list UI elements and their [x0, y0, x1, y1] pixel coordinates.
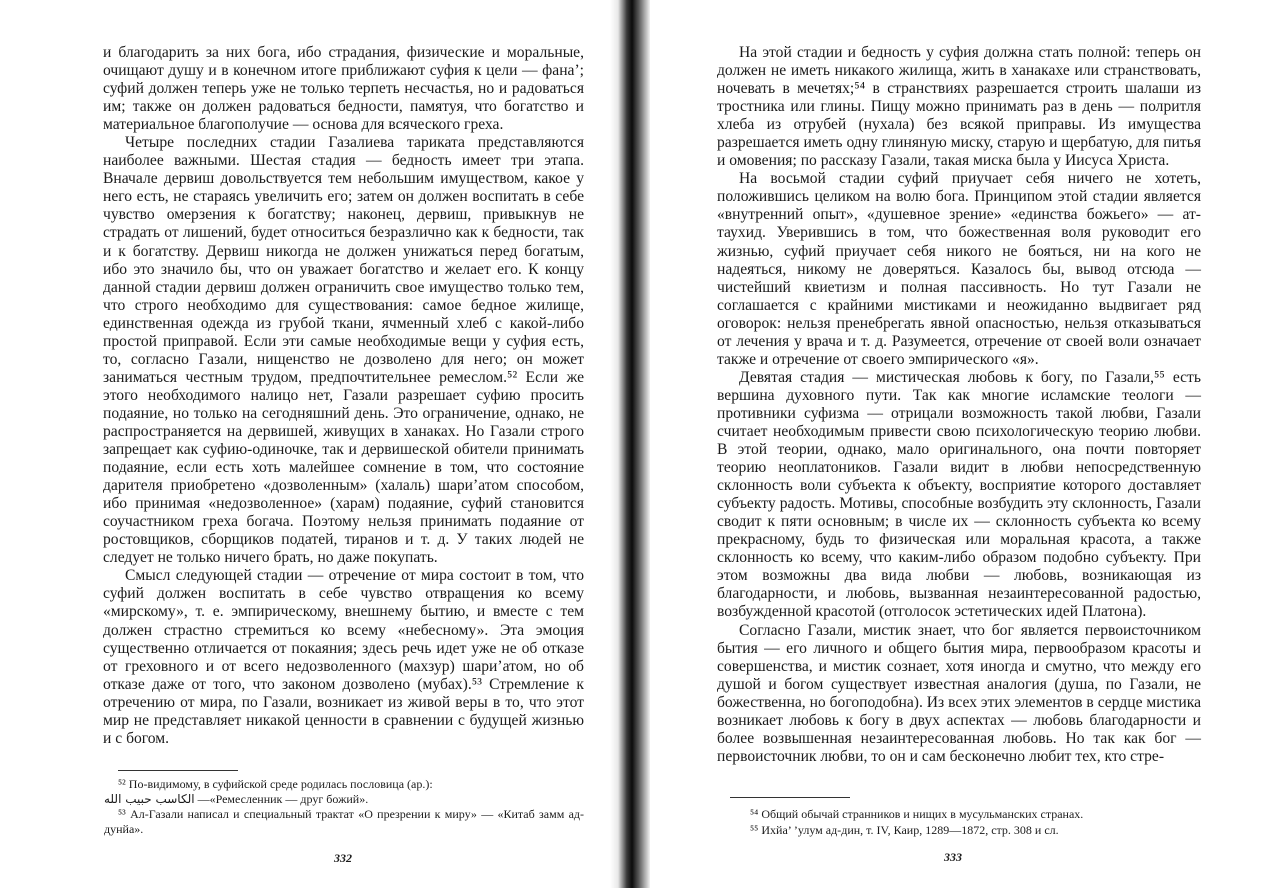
arabic-proverb: الكاسب حبيب الله — [104, 791, 195, 806]
paragraph: Согласно Газали, мистик знает, что бог является первоисточником бытия — его личного и общего бытия мира, первообразом красоты и совершенства, и мистик сознает, хотя иногда и смутно, что между его душой и богом существует известная аналогия (душа, по Газали, не божественна, но богоподобна). Из всех этих элементов в сердце мистика возникает любовь к богу в двух аспектах — любовь благодарности и более возвышенная незаинтересованная любовь. Но так как бог — первоисточник любви, то он и сам бесконечно любит тех, кто стре- — [717, 621, 1201, 765]
page-number: 332 — [334, 851, 352, 865]
footnote-divider — [730, 797, 850, 798]
footnote: ⁵³ Ал-Газали написал и специальный трактат «О презрении к миру» — «Китаб замм ад-дунйа». — [104, 807, 584, 836]
footnote-text: —«Ремесленник — друг божий». — [197, 791, 369, 806]
paragraph: Смысл следующей стадии — отречение от мира состоит в том, что суфий должен воспитать в себе чувство отвращения ко всему «мирскому», т. е. эмпирическому, внешнему бытию, и вместе с тем должен страстно стремиться ко всему «небесному». Эта эмоция существенно отличается от покаяния; здесь речь идет уже не об отказе от греховного и от всего недозволенного (махзур) шари’атом, но об отказе даже от того, что законом дозволено (мубах).⁵³ Стремление к отречению от мира, по Газали, возникает из живой веры в то, что этот мир не представляет никакой ценности в сравнении с будущей жизнью и с богом. — [103, 567, 584, 747]
book-gutter — [610, 0, 650, 888]
footnote — [104, 777, 584, 806]
paragraph: На восьмой стадии суфий приучает себя ничего не хотеть, положившись целиком на волю бога. Принципом этой стадии является «внутренний опыт», «душевное зрение» «единства божьего» — ат-таухид. Уверившись в том, что божественная воля руководит его жизнью, суфий приучает себя никого не бояться, ни на кого не надеяться, никому не доверяться. Казалось бы, вывод отсюда — чистейший квиетизм и полная пассивность. Но тут Газали не соглашается с крайними мистиками и неожиданно выдвигает ряд оговорок: нельзя пренебрегать явной опасностью, нельзя отказываться от лечения у врача и т. д. Разумеется, отречение от своей воли означает также и отречение от своего эмпирического «я». — [717, 170, 1201, 368]
footnote: ⁵⁵ Ихйа’ ’улум ад-дин, т. IV, Каир, 1289—1872, стр. 308 и сл. — [750, 822, 1059, 837]
paragraph: На этой стадии и бедность у суфия должна стать полной: теперь он должен не иметь никакого жилища, жить в ханакахе или странствовать, ночевать в мечетях;⁵⁴ в странствиях разрешается строить шалаши из тростника или глины. Пищу можно принимать раз в день — полритля хлеба из отрубей (нухала) без всякой приправы. Из имущества разрешается иметь одну глиняную миску, старую и щербатую, для питья и омовения; по рассказу Газали, такая миска была у Иисуса Христа. — [717, 44, 1201, 170]
footnote: ⁵⁴ Общий обычай странников и нищих в мусульманских странах. — [750, 807, 1084, 821]
right-page — [650, 0, 1263, 888]
paragraph: Девятая стадия — мистическая любовь к богу, по Газали,⁵⁵ есть вершина духовного пути. Так как многие исламские теологи — противники суфизма — отрицали возможность такой любви, Газали считает необходимым привести свою психологическую теорию любви. В этой теории, однако, мало оригинального, она почти повторяет теорию неоплатоников. Газали видит в любви непосредственную склонность воли субъекта к объекту, восприятие которого доставляет субъекту радость. Мотивы, способные возбудить эту склонность, Газали сводит к пяти основным; в числе их — склонность субъекта ко всему прекрасному, будь то физическая или моральная красота, а также склонность ко всему, что каким-либо образом подобно субъекту. При этом возможны два вида любви — любовь, возникающая из благодарности, и любовь, вызванная незаинтересованной радостью, возбужденной красотой (отголосок эстетических идей Платона). — [717, 368, 1201, 621]
left-page-footnotes — [104, 777, 584, 837]
footnote-divider — [118, 770, 238, 771]
footnote-text: ⁵² По-видимому, в суфийской среде родилась пословица (ар.): — [118, 777, 433, 791]
paragraph: Четыре последних стадии Газалиева тариката представляются наиболее важными. Шестая стадия — бедность имеет три этапа. Вначале дервиш довольствуется тем небольшим имуществом, какое у него есть, не стараясь увеличить его; затем он должен воспитать в себе чувство омерзения к богатству; наконец, дервиш, привыкнув не страдать от лишений, будет относиться безразлично как к бедности, так и к богатству. Дервиш никогда не должен унижаться перед богатым, ибо это значило бы, что он уважает богатство и желает его. К концу данной стадии дервиш должен ограничить свое имущество только тем, что строго необходимо для существования: самое бедное жилище, единственная одежда из грубой ткани, ячменный хлеб с какой-либо простой приправой. Если эти самые необходимые вещи у суфия есть, то, согласно Газали, нищенство не дозволено для него; он может заниматься честным трудом, предпочтительнее ремеслом.⁵² Если же этого необходимого налицо нет, Газали разрешает суфию просить подаяние, но только на сегодняшний день. Это ограничение, однако, не распространяется на дервишей, живущих в ханаках. Но Газали строго запрещает как суфию-одиночке, так и дервишеской обители принимать подаяние, если есть хоть малейшее сомнение в том, что состояние дарителя приобретено «дозволенным» (халаль) шари’атом способом, ибо принимая «недозволенное» (харам) подаяние, суфий становится соучастником греха богача. Поэтому нельзя принимать подаяние от ростовщиков, сборщиков податей, тиранов и т. д. У таких людей не следует не только ничего брать, но даже покупать. — [103, 134, 584, 567]
left-page-body — [103, 44, 584, 748]
paragraph: и благодарить за них бога, ибо страдания, физические и моральные, очищают душу и в конечном итоге приближают суфия к цели — фана’; суфий должен теперь уже не только терпеть несчастья, но и радоваться им; также он должен радоваться бедности, памятуя, что богатство и материальное благополучие — основа для всяческого греха. — [103, 44, 584, 134]
right-page-body — [717, 44, 1201, 766]
page-number: 333 — [944, 850, 962, 864]
left-page — [0, 0, 610, 888]
right-page-footnotes — [736, 807, 1196, 838]
